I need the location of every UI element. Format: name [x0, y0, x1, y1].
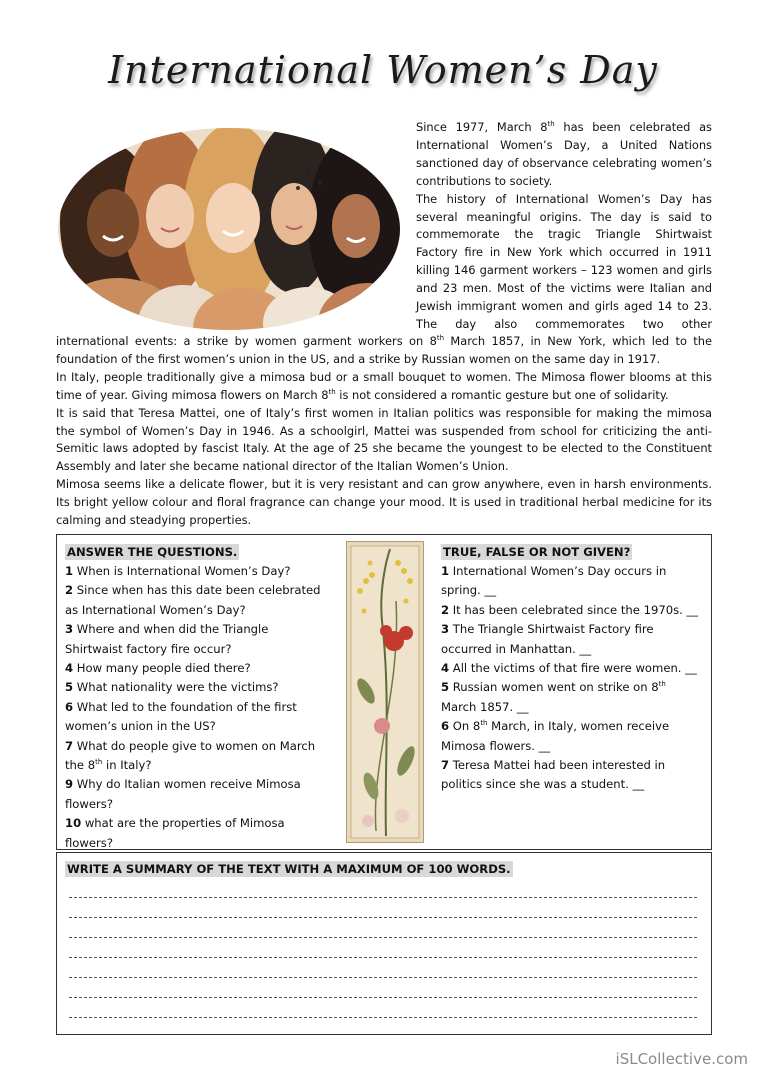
- statement-item: 4 All the victims of that fire were women. __: [441, 661, 697, 676]
- summary-title: WRITE A SUMMARY OF THE TEXT WITH A MAXIMUM OF 100 WORDS.: [67, 862, 511, 876]
- statement-item: 1 International Women’s Day occurs in spring. __: [441, 564, 667, 598]
- statement-item: 3 The Triangle Shirtwaist Factory fire occurred in Manhattan. __: [441, 622, 654, 656]
- question-item: 10 what are the properties of Mimosa flowers?: [65, 816, 285, 850]
- answer-questions-title: ANSWER THE QUESTIONS.: [67, 545, 238, 559]
- writing-line[interactable]: [69, 917, 697, 918]
- intro-paragraph-3: In Italy, people traditionally give a mimosa bud or a small bouquet to women. The Mimosa flower blooms at this time of year. Giving mimosa flowers on March 8th is not considered a romantic gesture but one of solidarity.: [56, 369, 712, 402]
- question-item: 2 Since when has this date been celebrated as International Women’s Day?: [65, 583, 321, 617]
- intro-paragraphs-top: [416, 119, 712, 334]
- mimosa-art-panel: [346, 541, 424, 843]
- intro-paragraph-2-continued: international events: a strike by women garment workers on 8th March 1857, in New York, which led to the foundation of the first women’s union in the US, and a strike by Russian women on the same day in 1917.: [56, 334, 712, 366]
- answer-questions-section: [65, 541, 327, 853]
- question-item: 4 How many people died there?: [65, 661, 251, 676]
- question-item: 7 What do people give to women on March the 8th in Italy?: [65, 738, 316, 773]
- intro-paragraph-1: Since 1977, March 8th has been celebrated as International Women’s Day, a United Nations sanctioned day of observance celebrating women’s contributions to society.: [416, 120, 712, 188]
- question-list: [65, 562, 327, 853]
- intro-paragraph-4: It is said that Teresa Mattei, one of Italy’s first women in Italian politics was responsible for making the mimosa the symbol of Women’s Day in 1946. As a schoolgirl, Mattei was suspended from school for criticizing the anti-Semitic laws adopted by fascist Italy. At the age of 25 she became the youngest to be elected to the Constituent Assembly and later she became national director of the Italian Women’s Union.: [56, 405, 712, 474]
- intro-paragraphs-bottom: [56, 333, 712, 530]
- statement-item: 2 It has been celebrated since the 1970s. __: [441, 602, 699, 617]
- intro-paragraph-2: The history of International Women’s Day has several meaningful origins. The day is said to commemorate the tragic Triangle Shirtwaist Factory fire in New York which occurred in 1911 killing 146 garment workers – 123 women and girls and 23 men. Most of the victims were Italian and Jewish immigrant women and girls aged 14 to 23. The day also commemorates two other: [416, 191, 712, 331]
- exercises-box: [56, 534, 712, 850]
- writing-line[interactable]: [69, 957, 697, 958]
- summary-box: [56, 852, 712, 1035]
- statement-item: 6 On 8th March, in Italy, women receive Mimosa flowers. __: [441, 719, 670, 753]
- writing-line[interactable]: [69, 897, 697, 898]
- statement-item: 7 Teresa Mattei had been interested in politics since she was a student. __: [441, 758, 666, 792]
- writing-line[interactable]: [69, 977, 697, 978]
- intro-paragraph-5: Mimosa seems like a delicate flower, but it is very resistant and can grow anywhere, even in harsh environments. Its bright yellow colour and floral fragrance can change your mood. It is used in traditional herbal medicine for its calming and steadying properties.: [56, 477, 712, 528]
- statement-list: [441, 562, 703, 795]
- true-false-title: TRUE, FALSE OR NOT GIVEN?: [443, 545, 631, 559]
- writing-line[interactable]: [69, 937, 697, 938]
- question-item: 5 What nationality were the victims?: [65, 680, 279, 695]
- writing-line[interactable]: [69, 1017, 697, 1018]
- question-item: 9 Why do Italian women receive Mimosa flowers?: [65, 777, 301, 811]
- question-item: 3 Where and when did the Triangle Shirtwaist factory fire occur?: [65, 622, 269, 656]
- true-false-section: [441, 541, 703, 795]
- women-group-illustration: [58, 128, 400, 330]
- page-title: International Women’s Day: [108, 48, 658, 92]
- writing-line[interactable]: [69, 997, 697, 998]
- question-item: 1 When is International Women’s Day?: [65, 564, 291, 578]
- question-item: 6 What led to the foundation of the first women’s union in the US?: [65, 699, 297, 734]
- statement-item: 5 Russian women went on strike on 8th March 1857. __: [441, 680, 666, 714]
- footer-watermark: iSLCollective.com: [615, 1050, 748, 1068]
